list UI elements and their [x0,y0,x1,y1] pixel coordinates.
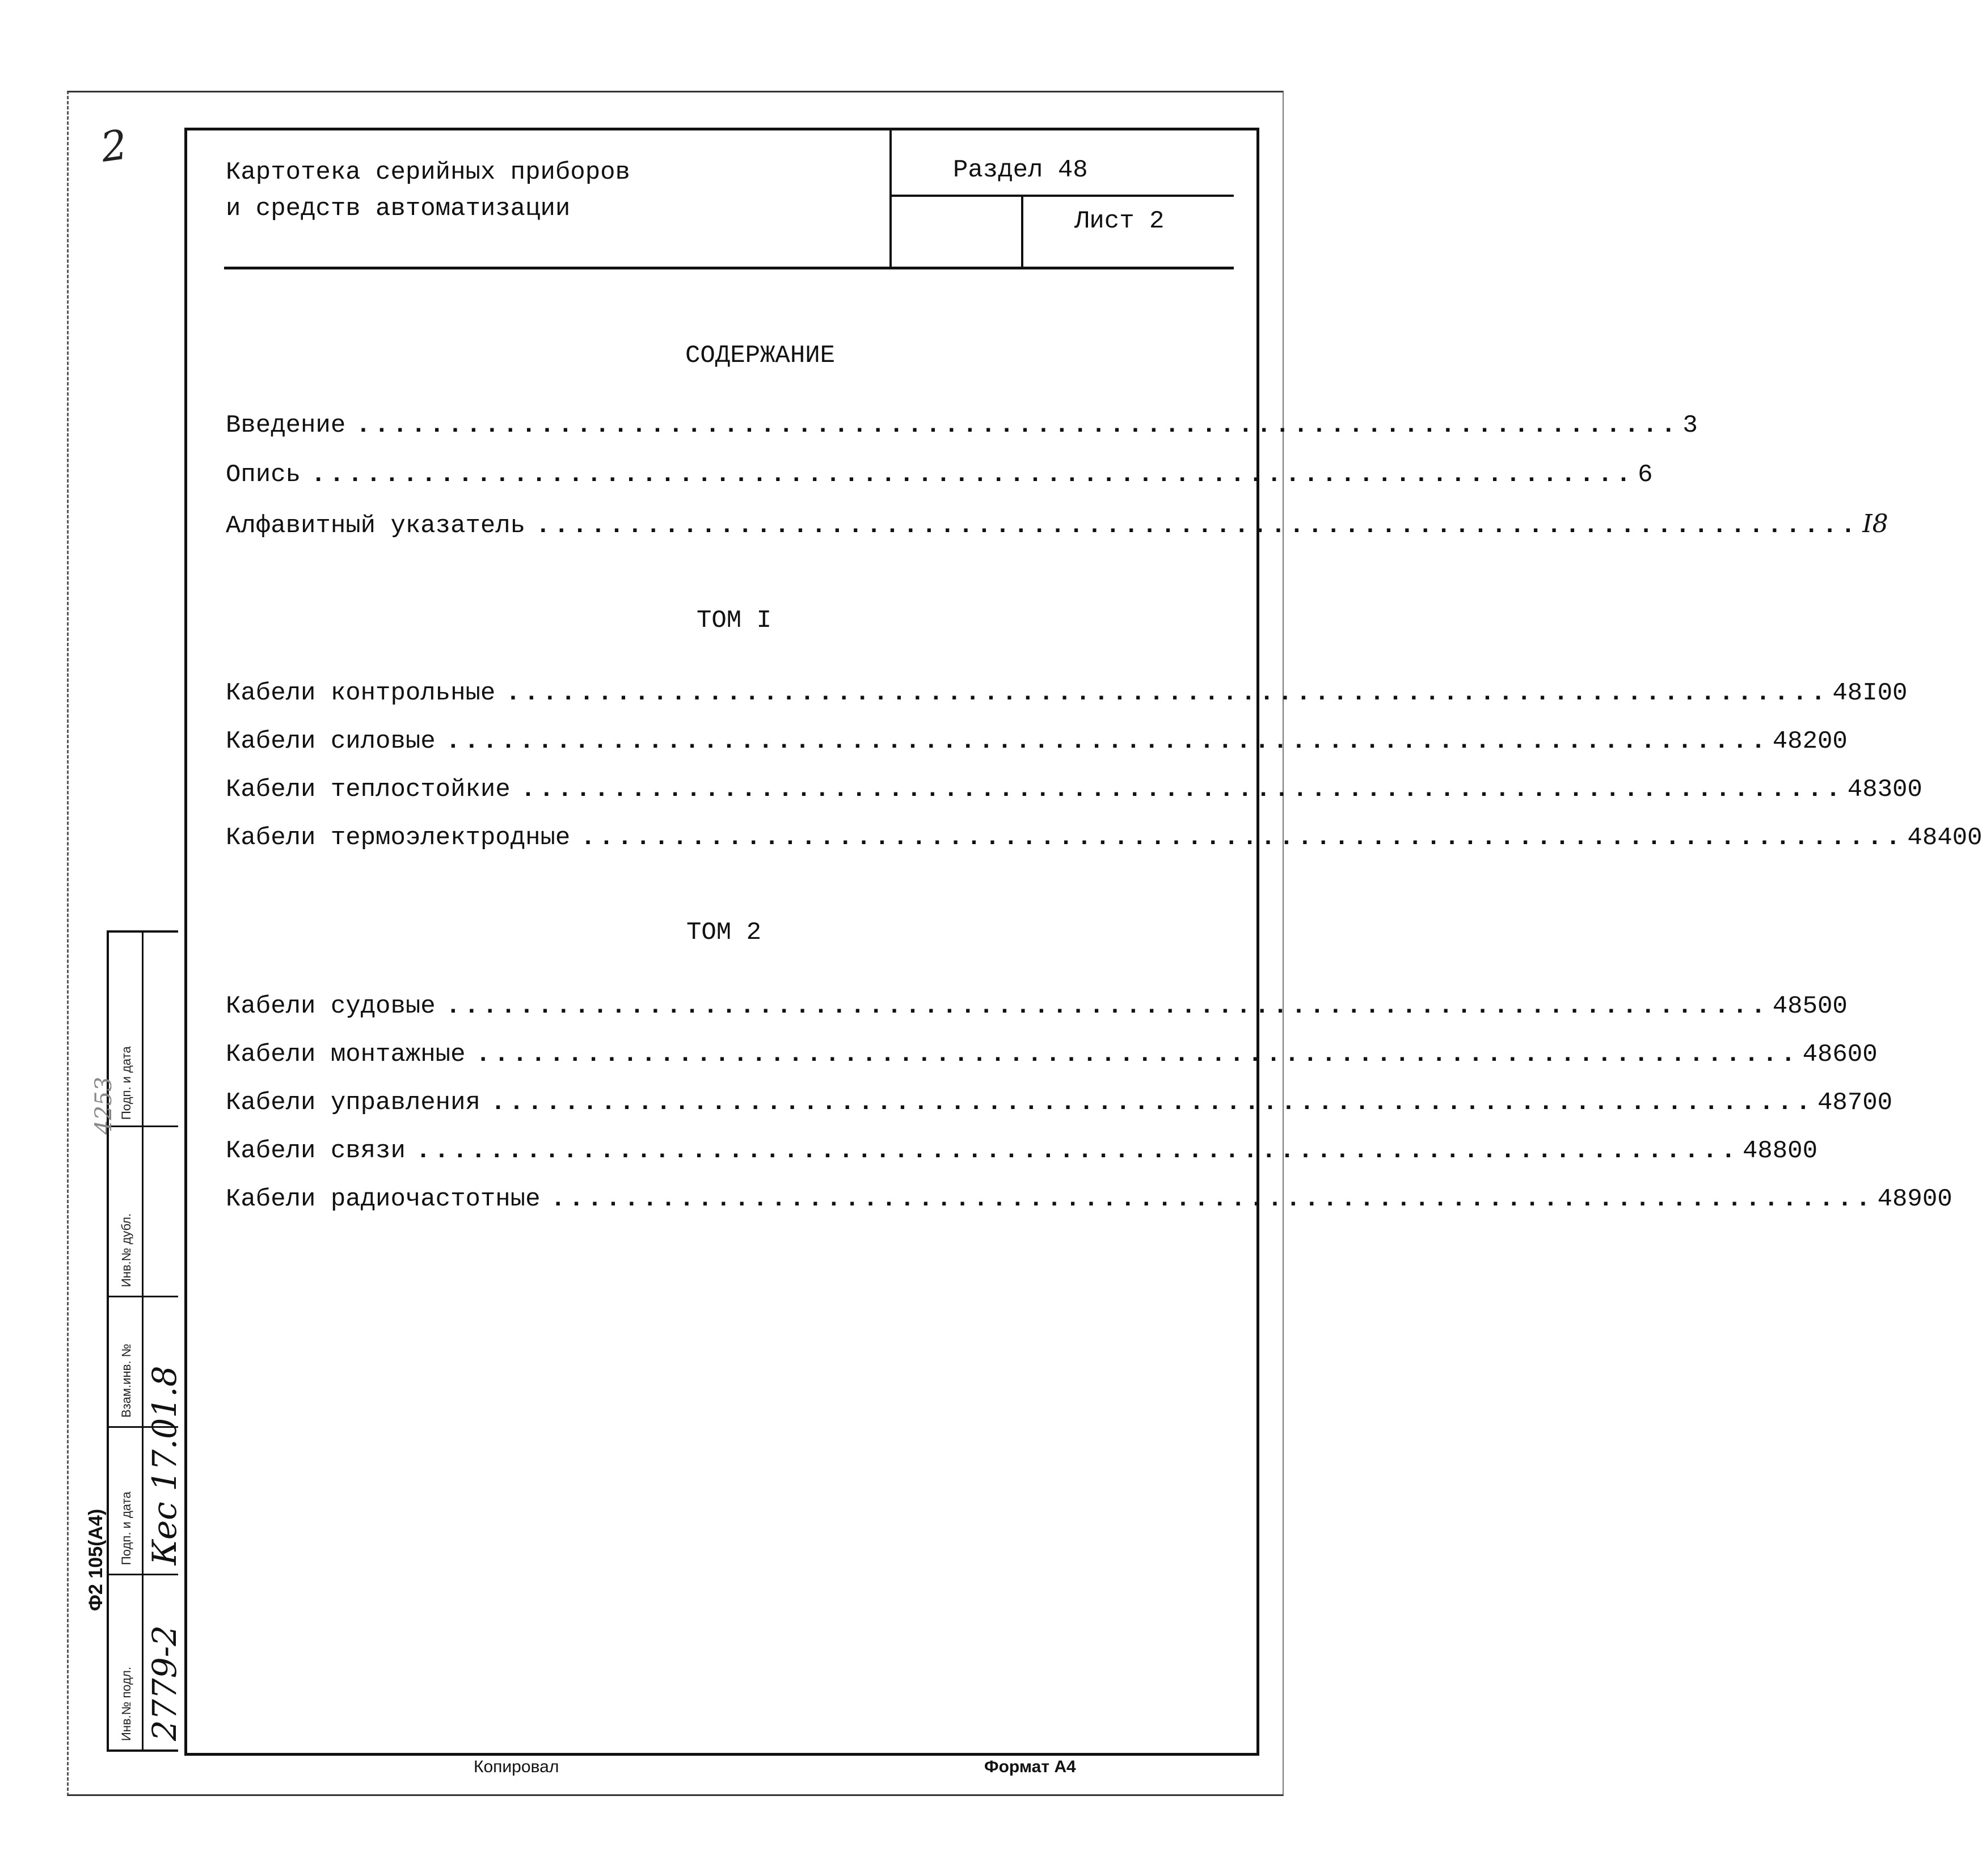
toc-item [226,411,1698,440]
toc-item-label: Кабели связи [226,1137,406,1165]
strip-label-sign-date-2: Подп. и дата [119,1046,133,1120]
toc-item-code: 48400 [1907,824,1982,852]
dot-leader: ........................................................................ [580,824,1904,852]
header-divider [889,195,1234,197]
toc-item [226,509,1888,540]
catalog-title-line-1: Картотека серийных приборов [226,158,630,187]
handwritten-inv-number: 2779-2 [145,1625,184,1741]
dot-leader: ........................................................................ [520,775,1844,804]
toc-item-label: Кабели монтажные [226,1040,466,1069]
dot-leader: ........................................................................ [445,727,1769,756]
toc-item [226,1089,1893,1117]
inventory-stamp: 4253 [91,1077,117,1135]
toc-item [226,679,1908,707]
dot-leader: ........................................................................ [535,512,1859,540]
toc-item-label: Кабели управления [226,1089,480,1117]
header-divider [889,129,892,268]
section-number: Раздел 48 [953,156,1088,184]
toc-item-code: 48500 [1772,992,1848,1021]
toc-item-label: Кабели радиочастотные [226,1185,541,1213]
dot-leader: ........................................................................ [490,1089,1814,1117]
toc-item-page: 6 [1638,461,1653,489]
strip-label-inv-original: Инв.№ подл. [119,1667,133,1741]
dot-leader: ........................................................................ [505,679,1829,707]
strip-row-divider [109,1296,178,1297]
toc-item-code: 48300 [1847,775,1922,804]
volume-1-heading: ТОМ I [697,606,772,635]
toc-item [226,1040,1878,1069]
toc-item-page: I8 [1862,509,1888,538]
strip-label-replace-inv: Взам.инв. № [119,1343,133,1418]
toc-item [226,824,1982,852]
strip-label-sign-date: Подп. и дата [119,1491,133,1565]
dot-leader: ........................................................................ [550,1185,1874,1213]
form-code: Ф2 105(А4) [85,1508,107,1611]
sheet-number: Лист 2 [1074,207,1165,235]
strip-label-inv-duplicate: Инв.№ дубл. [119,1213,133,1287]
footer-format: Формат А4 [984,1757,1076,1776]
dot-leader: ........................................................................ [356,411,1680,440]
toc-item-label: Алфавитный указатель [226,512,526,540]
dot-leader: ........................................................................ [445,992,1769,1021]
binding-strip [107,930,184,1752]
toc-item [226,992,1848,1021]
toc-item [226,461,1653,489]
toc-item [226,727,1848,756]
toc-item-code: 48900 [1877,1185,1953,1213]
toc-item-label: Кабели силовые [226,727,436,756]
handwritten-page-mark: 2 [98,120,130,171]
toc-item-label: Введение [226,411,346,440]
toc-item [226,1185,1953,1213]
dot-leader: ........................................................................ [475,1040,1799,1069]
toc-item-code: 48I00 [1832,679,1908,707]
strip-row-divider [109,1125,178,1127]
footer-copied-by: Копировал [474,1757,559,1776]
dot-leader: ........................................................................ [311,461,1635,489]
toc-item-page: 3 [1682,411,1698,440]
toc-item-label: Кабели термоэлектродные [226,824,571,852]
toc-item-code: 48700 [1817,1089,1893,1117]
strip-column-divider [142,933,144,1749]
toc-item-label: Кабели судовые [226,992,436,1021]
strip-row-divider [109,1574,178,1575]
toc-item-code: 48600 [1802,1040,1878,1069]
toc-item-label: Кабели теплостойкие [226,775,511,804]
header-bottom-rule [224,267,1234,269]
catalog-title-line-2: и средств автоматизации [226,195,571,223]
handwritten-signature-date: Кес 17.01.8 [145,1365,184,1565]
toc-item [226,1137,1817,1165]
toc-item-label: Кабели контрольные [226,679,496,707]
toc-item-code: 48200 [1772,727,1848,756]
header-divider [1021,196,1023,268]
contents-heading: СОДЕРЖАНИЕ [685,342,836,370]
toc-item-code: 48800 [1742,1137,1817,1165]
dot-leader: ........................................................................ [415,1137,1739,1165]
toc-item [226,775,1922,804]
toc-item-label: Опись [226,461,301,489]
volume-2-heading: ТОМ 2 [686,918,762,947]
